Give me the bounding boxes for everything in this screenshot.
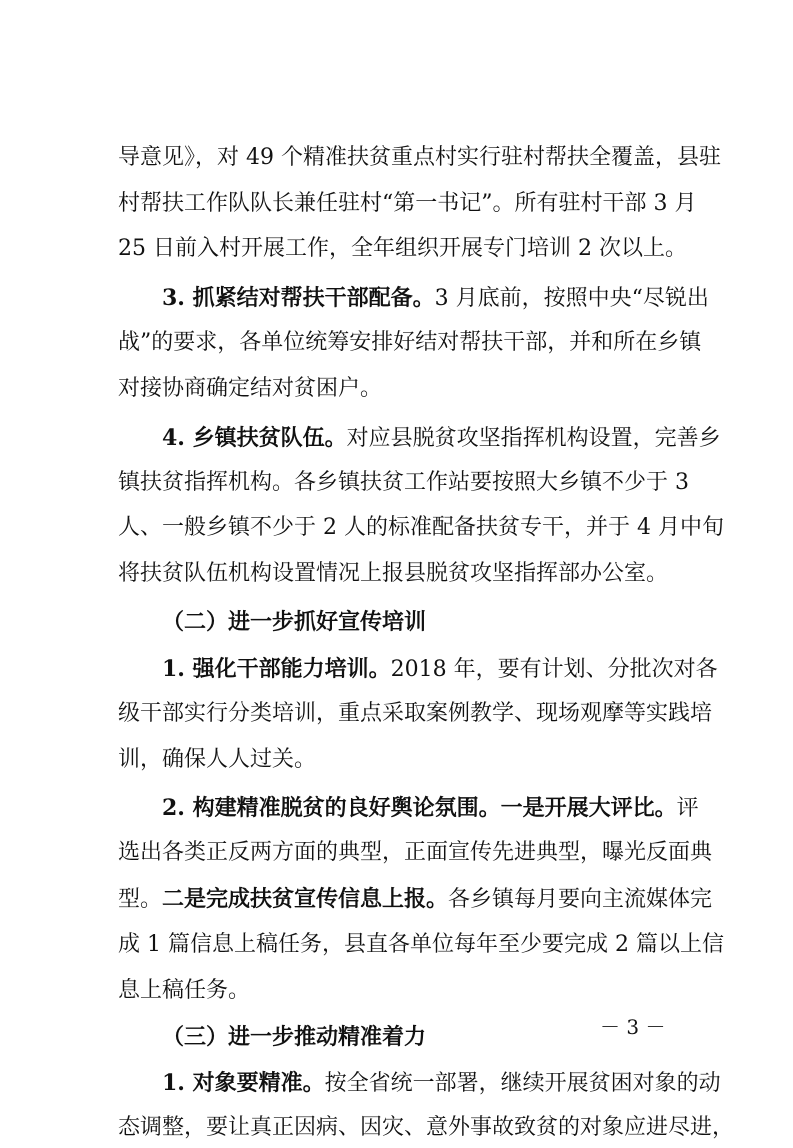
text-run: 态调整，要让真正因病、因灾、意外事故致贫的对象应进尽进，: [118, 1115, 735, 1140]
text-line-1: [118, 138, 721, 178]
text-line-2: [118, 184, 697, 224]
bold-run: 1. 强化干部能力培训。: [162, 656, 391, 682]
bold-run: 4. 乡镇扶贫队伍。: [162, 425, 347, 451]
text-run: 战”的要求，各单位统筹安排好结对帮扶干部，并和所在乡镇: [118, 330, 702, 355]
text-run: 将扶贫队伍机构设置情况上报县脱贫攻坚指挥部办公室。: [118, 561, 669, 586]
text-run: 评: [676, 796, 699, 821]
text-run: 人、一般乡镇不少于 2 人的标准配备扶贫专干，并于 4 月中旬: [118, 515, 724, 540]
text-line-15: [162, 788, 699, 828]
text-line-12: [162, 649, 718, 689]
text-run: 成 1 篇信息上稿任务，县直各单位每年至少要完成 2 篇以上信: [118, 932, 724, 957]
text-line-18: [118, 925, 724, 965]
text-run: 25 日前入村开展工作，全年组织开展专门培训 2 次以上。: [118, 236, 687, 261]
text-run: 训，确保人人过关。: [118, 747, 317, 772]
text-run: 型。: [118, 887, 163, 912]
text-run: 3 月底前，按照中央“尽锐出: [434, 286, 709, 311]
bold-run: 二是完成扶贫宣传信息上报。: [162, 886, 449, 912]
text-run: 对接协商确定结对贫困户。: [118, 376, 383, 401]
text-line-13: [118, 694, 713, 734]
text-run: 2018 年，要有计划、分批次对各: [390, 657, 718, 682]
bold-run: 1. 对象要精准。: [162, 1070, 325, 1096]
text-run: 导意见》，对 49 个精准扶贫重点村实行驻村帮扶全覆盖，县驻: [118, 145, 721, 170]
text-run: 村帮扶工作队队长兼任驻村“第一书记”。所有驻村干部 3 月: [118, 191, 697, 216]
text-run: 级干部实行分类培训，重点采取案例教学、现场观摩等实践培: [118, 701, 713, 726]
text-line-19: [118, 971, 688, 1011]
page-number: － 3 －: [600, 1015, 666, 1039]
text-line-4: [162, 278, 709, 318]
text-line-22: [118, 1108, 735, 1148]
text-run: 对应县脱贫攻坚指挥机构设置，完善乡: [346, 426, 721, 451]
text-line-6: [118, 369, 688, 409]
text-line-16: [118, 833, 713, 873]
text-run: 各乡镇每月要向主流媒体完: [448, 887, 713, 912]
text-run: 选出各类正反两方面的典型，正面宣传先进典型，曝光反面典: [118, 840, 713, 865]
text-line-7: [162, 418, 721, 458]
text-run: 镇扶贫指挥机构。各乡镇扶贫工作站要按照大乡镇不少于 3: [118, 470, 689, 495]
text-line-21: [162, 1063, 721, 1103]
bold-run: （三）进一步推动精准着力: [162, 1024, 427, 1050]
text-line-5: [118, 323, 702, 363]
bold-run: 3. 抓紧结对帮扶干部配备。: [162, 285, 435, 311]
text-line-17: [118, 879, 713, 919]
text-line-14: [118, 740, 688, 780]
section-heading-2: [162, 602, 688, 642]
text-line-3: [118, 229, 688, 269]
text-line-9: [118, 508, 724, 548]
bold-run: （二）进一步抓好宣传培训: [162, 609, 427, 635]
text-line-10: [118, 554, 688, 594]
bold-run: 2. 构建精准脱贫的良好舆论氛围。一是开展大评比。: [162, 795, 677, 821]
text-run: 按全省统一部署，继续开展贫困对象的动: [324, 1071, 721, 1096]
text-line-8: [118, 463, 688, 503]
text-run: 息上稿任务。: [118, 978, 251, 1003]
